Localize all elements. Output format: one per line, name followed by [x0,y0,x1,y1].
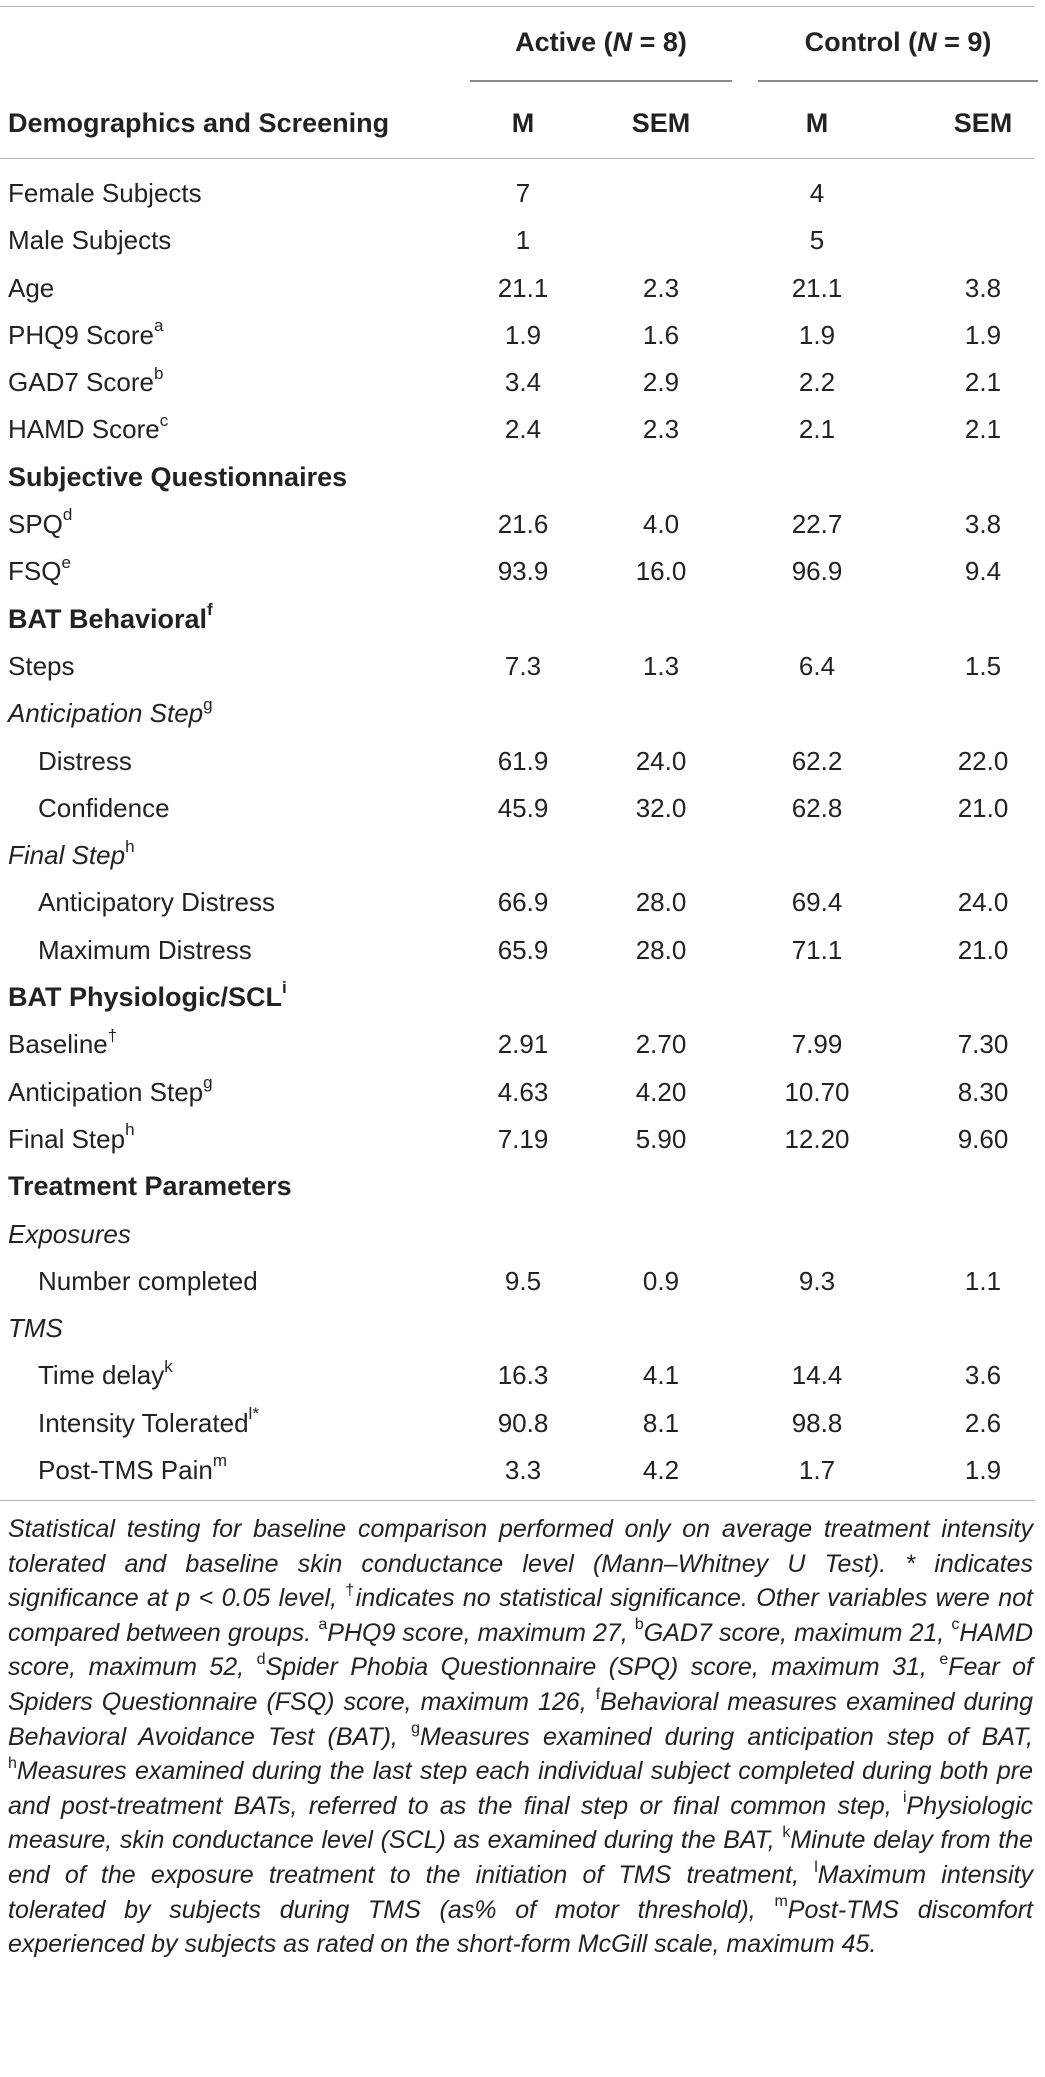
cell-active-m: 4.63 [497,1076,549,1107]
cell-control-sem: 9.60 [957,1123,1009,1154]
cell-control-sem: 3.8 [964,272,1002,303]
row-label-footnote-mark: g [203,1072,213,1092]
row-label-footnote-mark: m [212,1451,227,1471]
footnote-mark: e [939,1651,949,1669]
footnote-text: HAMD score, maximum 52, [8,1618,1034,1682]
footnote-text: Physiologic measure, skin conductance level (SCL) as examined during the BAT, [8,1791,1033,1855]
row-label [8,1163,292,1210]
cell-active-m: 1 [515,225,531,256]
row-label-footnote-mark: h [125,836,135,856]
cell-control-m: 2.1 [798,414,836,445]
row-label [38,785,170,832]
top-rule [0,6,1035,7]
footnote-mark: m [774,1893,788,1911]
cell-control-sem: 3.6 [964,1360,1002,1391]
cell-active-sem: 2.3 [642,414,680,445]
table-row [0,501,1045,548]
table-row [0,785,1045,832]
row-label-text: Anticipation Step [8,698,204,729]
section-header-row [0,596,1045,643]
cell-active-m: 61.9 [497,745,549,776]
cell-control-sem: 2.1 [964,367,1002,398]
footnote-mark: i [902,1789,907,1807]
cell-control-m: 6.4 [798,650,836,681]
row-label-text: BAT Physiologic/SCL [8,982,283,1013]
footnote-text: Minute delay from the end of the exposure treatment to the initiation of TMS treatment, [8,1826,1033,1889]
row-label-footnote-mark: f [207,599,213,619]
table-row [0,548,1045,595]
section-header-row [0,1163,1045,1210]
table-row [0,1069,1045,1116]
column-header-label: Demographics and Screening [8,108,390,138]
row-label [38,738,132,785]
cell-control-m: 1.7 [798,1455,836,1486]
row-label-text: Confidence [38,792,170,823]
cell-active-m: 2.4 [504,414,542,445]
cell-active-sem: 32.0 [635,792,687,823]
table-row [0,1352,1045,1399]
row-label [38,1400,259,1447]
row-label [8,170,202,217]
row-label [38,879,275,926]
row-label [8,359,163,406]
cell-active-sem: 4.1 [642,1360,680,1391]
row-label [8,548,71,595]
table-row [0,312,1045,359]
footnote-text: Fear of Spiders Questionnaire (FSQ) score, maximum 126, [8,1653,1033,1716]
row-label-text: Anticipation Step [8,1076,204,1107]
footnote-text: Maximum intensity tolerated by subjects during TMS (as% of motor threshold), [8,1860,1033,1924]
cell-control-sem: 9.4 [964,556,1002,587]
row-label-text: BAT Behavioral [8,603,208,634]
row-label-footnote-mark: h [125,1120,135,1140]
row-label [8,265,54,312]
row-label-text: Female Subjects [8,178,202,208]
footnote-text: Measures examined during the last step each individual subject completed during both pre and post-treatment BATs, referred to as the final step or final common step, [8,1757,1033,1820]
cell-active-m: 3.4 [504,367,542,398]
row-label-text: Treatment Parameters [8,1171,292,1202]
cell-active-m: 3.3 [504,1455,542,1486]
row-label-text: Intensity Tolerated [38,1407,249,1438]
cell-active-m: 16.3 [497,1360,549,1391]
cell-control-m: 96.9 [791,556,843,587]
cell-active-sem: 28.0 [635,934,687,965]
cell-control-sem: 21.0 [957,792,1009,823]
row-label-text: FSQ [8,556,62,587]
cell-active-m: 7.19 [497,1123,549,1154]
row-label [8,1305,63,1352]
row-label [8,1021,117,1068]
cell-control-sem: 2.6 [964,1407,1002,1438]
cell-active-m: 21.6 [497,509,549,540]
cell-control-m: 62.2 [791,745,843,776]
row-label-text: TMS [8,1313,63,1344]
group-rule-control [758,80,1038,82]
section-header-row [0,974,1045,1021]
cell-active-sem: 24.0 [635,745,687,776]
row-label-text: Exposures [8,1218,131,1249]
row-label [8,643,75,690]
cell-active-sem: 4.0 [642,509,680,540]
cell-active-m: 9.5 [504,1265,542,1296]
row-label [8,312,163,359]
cell-control-sem: 22.0 [957,745,1009,776]
row-label-text: Steps [8,650,75,681]
table-body [0,170,1045,1494]
table-row [0,170,1045,217]
section-header-row [0,454,1045,501]
cell-control-sem: 2.1 [964,414,1002,445]
cell-active-m: 7 [515,178,531,208]
row-label-footnote-mark: † [107,1025,118,1045]
column-header-control-sem: SEM [953,108,1013,138]
cell-control-m: 2.2 [798,367,836,398]
row-label [8,832,135,879]
cell-control-sem: 1.9 [964,319,1002,350]
cell-active-m: 66.9 [497,887,549,918]
cell-control-m: 1.9 [798,319,836,350]
row-label [8,1211,131,1258]
row-label-footnote-mark: a [153,316,164,336]
column-header-control-m: M [805,108,829,138]
footnote-mark: g [411,1720,420,1738]
table-footnote [8,1512,1033,1962]
row-label-footnote-mark: g [203,694,213,714]
table-row [0,927,1045,974]
table-row [0,1021,1045,1068]
row-label-footnote-mark: l* [248,1404,259,1424]
footnote-mark: h [8,1754,17,1772]
row-label-text: Number completed [38,1265,258,1296]
cell-active-m: 7.3 [504,650,542,681]
row-label-text: Distress [38,745,132,776]
footnote-mark: l [814,1858,818,1876]
cell-control-sem: 1.5 [964,650,1002,681]
cell-active-m: 90.8 [497,1407,549,1438]
row-label [8,690,213,737]
table-row [0,265,1045,312]
table-row [0,832,1045,879]
cell-active-m: 93.9 [497,556,549,587]
footnote-text: Measures examined during anticipation step of BAT, [420,1722,1033,1751]
table-row [0,1447,1045,1494]
column-header-active-m: M [511,108,535,138]
cell-control-m: 4 [809,178,825,208]
cell-control-m: 62.8 [791,792,843,823]
row-label-text: Male Subjects [8,225,172,256]
footnote-text: Spider Phobia Questionnaire (SPQ) score, maximum 31, [265,1653,940,1682]
row-label-text: Final Step [8,840,126,871]
cell-control-m: 14.4 [791,1360,843,1391]
row-label [38,1447,227,1494]
cell-active-sem: 16.0 [635,556,687,587]
row-label [8,406,168,453]
footnote-text: Behavioral measures examined during Behavioral Avoidance Test (BAT), [8,1687,1033,1751]
cell-active-m: 21.1 [497,272,549,303]
row-label [8,501,72,548]
table-row [0,1258,1045,1305]
cell-active-m: 1.9 [504,319,542,350]
row-label-text: Final Step [8,1123,126,1154]
cell-control-m: 22.7 [791,509,843,540]
row-label-footnote-mark: d [62,505,73,525]
cell-active-sem: 2.9 [642,367,680,398]
footnote-mark: d [256,1651,266,1669]
column-header-active-sem: SEM [631,108,691,138]
footnote-mark: k [782,1824,791,1842]
cell-active-sem: 2.3 [642,272,680,303]
footnote-intro: Statistical testing for baseline comparison performed only on average treatment intensity tolerated and baseline skin conductance level (Mann–Whitney U Test). * indicates significance at p < 0.05 level, [8,1515,1033,1613]
footnote-mark: a [318,1616,328,1634]
cell-control-sem: 21.0 [957,934,1009,965]
cell-active-sem: 2.70 [635,1029,687,1060]
row-label-footnote-mark: k [164,1356,173,1376]
footnote-text: Post-TMS discomfort experienced by subjects as rated on the short-form McGill scale, maximum 45. [8,1895,1033,1959]
row-label [8,1069,213,1116]
bottom-rule [0,1500,1035,1501]
cell-active-sem: 28.0 [635,887,687,918]
row-label [38,1352,173,1399]
cell-active-sem: 5.90 [635,1123,687,1154]
table-row [0,1305,1045,1352]
row-label [8,596,213,643]
group-header-control: Control (N = 9) [804,27,992,57]
cell-control-m: 69.4 [791,887,843,918]
cell-control-m: 12.20 [784,1123,850,1154]
cell-active-sem: 1.6 [642,319,680,350]
table-row [0,690,1045,737]
group-header-active: Active (N = 8) [515,27,687,57]
row-label [38,927,252,974]
row-label-text: Post-TMS Pain [38,1455,213,1486]
table-row [0,879,1045,926]
table-row [0,1116,1045,1163]
row-label-text: Anticipatory Distress [38,887,275,918]
footnote-mark: f [595,1685,601,1703]
row-label [8,217,171,264]
cell-control-m: 7.99 [791,1029,843,1060]
row-label [8,974,287,1021]
row-label-text: HAMD Score [8,414,160,445]
cell-control-sem: 1.9 [964,1455,1002,1486]
footnote-mark: b [634,1616,644,1634]
cell-control-m: 21.1 [791,272,843,303]
cell-control-m: 10.70 [784,1076,850,1107]
row-label-text: Subjective Questionnaires [8,461,348,492]
row-label [8,1116,135,1163]
footnote-mark: c [951,1616,960,1634]
table-row [0,738,1045,785]
table-row [0,359,1045,406]
row-label-footnote-mark: e [61,552,71,572]
cell-control-sem: 24.0 [957,887,1009,918]
cell-active-m: 65.9 [497,934,549,965]
cell-control-m: 9.3 [798,1265,836,1296]
cell-active-m: 45.9 [497,792,549,823]
footnote-text: GAD7 score, maximum 21, [643,1618,952,1647]
row-label-text: Baseline [8,1029,108,1060]
cell-active-m: 2.91 [497,1029,549,1060]
footnote-text: PHQ9 score, maximum 27, [327,1618,635,1647]
row-label-text: GAD7 Score [8,367,154,398]
row-label [8,454,347,501]
cell-active-sem: 4.20 [635,1076,687,1107]
row-label-text: PHQ9 Score [8,319,154,350]
cell-active-sem: 0.9 [642,1265,680,1296]
row-label-footnote-mark: b [153,363,164,383]
table-row [0,1400,1045,1447]
row-label-text: Maximum Distress [38,934,252,965]
footnote-dagger-mark: † [345,1581,356,1599]
cell-active-sem: 4.2 [642,1455,680,1486]
cell-control-m: 98.8 [791,1407,843,1438]
footnote-dagger-text: indicates no statistical significance. Other variables were not compared between groups. [8,1584,1033,1647]
row-label-text: Time delay [38,1360,165,1391]
cell-control-sem: 7.30 [957,1029,1009,1060]
cell-control-m: 71.1 [791,934,843,965]
table-row [0,406,1045,453]
table-row [0,1211,1045,1258]
cell-active-sem: 8.1 [642,1407,680,1438]
row-label-text: Age [8,272,55,303]
table-row [0,217,1045,264]
cell-control-sem: 1.1 [964,1265,1002,1296]
row-label [38,1258,258,1305]
cell-control-m: 5 [809,225,825,256]
cell-active-sem: 1.3 [642,650,680,681]
group-rule-active [470,80,732,82]
cell-control-sem: 3.8 [964,509,1002,540]
table-row [0,643,1045,690]
cell-control-sem: 8.30 [957,1076,1009,1107]
row-label-text: SPQ [8,509,63,540]
row-label-footnote-mark: i [282,978,287,998]
header-rule [0,158,1035,159]
row-label-footnote-mark: c [159,410,169,430]
